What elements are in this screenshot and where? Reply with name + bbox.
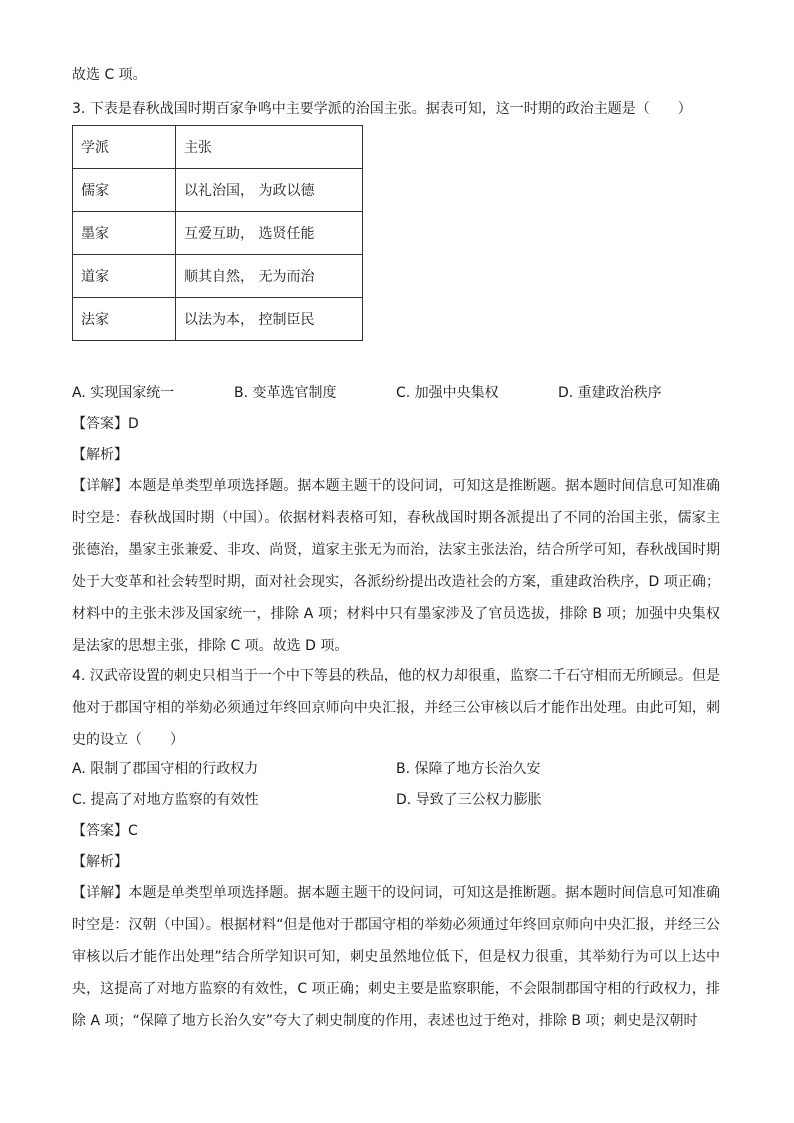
question-3-option-b: B. 变革选官制度 <box>234 385 337 401</box>
question-4-option-b: B. 保障了地方长治久安 <box>396 761 541 777</box>
question-4-answer: 【答案】C <box>72 823 138 839</box>
question-3-detail: 【详解】本题是单类型单项选择题。据本题主题干的设问词，可知这是推断题。据本题时间信息可知准确时空是：春秋战国时期（中国）。依据材料表格可知，春秋战国时期各派提出了不同的治国主张，儒家主张德治，墨家主张兼爱、非攻、尚贤，道家主张无为而治，法家主张法治，结合所学可知，春秋战国时期处于大变革和社会转型时期，面对社会现实，各派纷纷提出改造社会的方案，重建政治秩序，D 项正确；材料中的主张未涉及国家统一，排除 A 项；材料中只有墨家涉及了官员选拔，排除 B 项；加强中央集权是法家的思想主张，排除 C 项。故选 D 项。 <box>72 478 720 654</box>
question-4-stem: 4. 汉武帝设置的刺史只相当于一个中下等县的秩品，他的权力却很重，监察二千石守相而无所顾忌。但是他对于郡国守相的举劾必须通过年终回京师向中央汇报，并经三公审核以后才能作出处理。由此可知，刺史的设立（ ） <box>72 668 720 748</box>
table-cell-school: 道家 <box>73 255 176 298</box>
question-4-option-d: D. 导致了三公权力膨胀 <box>396 792 542 808</box>
question-3-option-c: C. 加强中央集权 <box>396 385 499 401</box>
table-cell-school: 法家 <box>73 298 176 341</box>
table-cell-school: 儒家 <box>73 169 176 212</box>
question-3-analysis-label: 【解析】 <box>72 447 128 463</box>
table-header-row <box>73 126 363 169</box>
table-cell-proposal: 互爱互助， 选贤任能 <box>176 212 363 255</box>
table-row <box>73 298 363 341</box>
table-cell-proposal: 以法为本， 控制臣民 <box>176 298 363 341</box>
question-3-answer: 【答案】D <box>72 416 139 432</box>
question-3-option-a: A. 实现国家统一 <box>72 385 175 401</box>
question-4-analysis-label: 【解析】 <box>72 854 128 870</box>
table-row <box>73 255 363 298</box>
question-4-option-a: A. 限制了郡国守相的行政权力 <box>72 761 259 777</box>
question-3-option-d: D. 重建政治秩序 <box>558 385 662 401</box>
question-4-detail: 【详解】本题是单类型单项选择题。据本题主题干的设问词，可知这是推断题。据本题时间信息可知准确时空是：汉朝（中国）。根据材料“但是他对于郡国守相的举劾必须通过年终回京师向中央汇报，并经三公审核以后才能作出处理”结合所学知识可知，刺史虽然地位低下，但是权力很重，其举劾行为可以上达中央，这提高了对地方监察的有效性，C 项正确；刺史主要是监察职能，不会限制郡国守相的行政权力，排除 A 项；“保障了地方长治久安”夸大了刺史制度的作用，表述也过于绝对，排除 B 项；刺史是汉朝时 <box>72 885 720 1029</box>
previous-answer-tail: 故选 C 项。 <box>72 67 147 83</box>
question-4-option-c: C. 提高了对地方监察的有效性 <box>72 792 259 808</box>
table-cell-school: 墨家 <box>73 212 176 255</box>
table-row <box>73 169 363 212</box>
table-cell-proposal: 顺其自然， 无为而治 <box>176 255 363 298</box>
table-header-school: 学派 <box>73 126 176 169</box>
table-cell-proposal: 以礼治国， 为政以德 <box>176 169 363 212</box>
question-3-stem: 3. 下表是春秋战国时期百家争鸣中主要学派的治国主张。据表可知，这一时期的政治主题是（ ） <box>72 101 692 117</box>
table-row <box>73 212 363 255</box>
schools-table <box>72 125 363 341</box>
table-header-proposal: 主张 <box>176 126 363 169</box>
